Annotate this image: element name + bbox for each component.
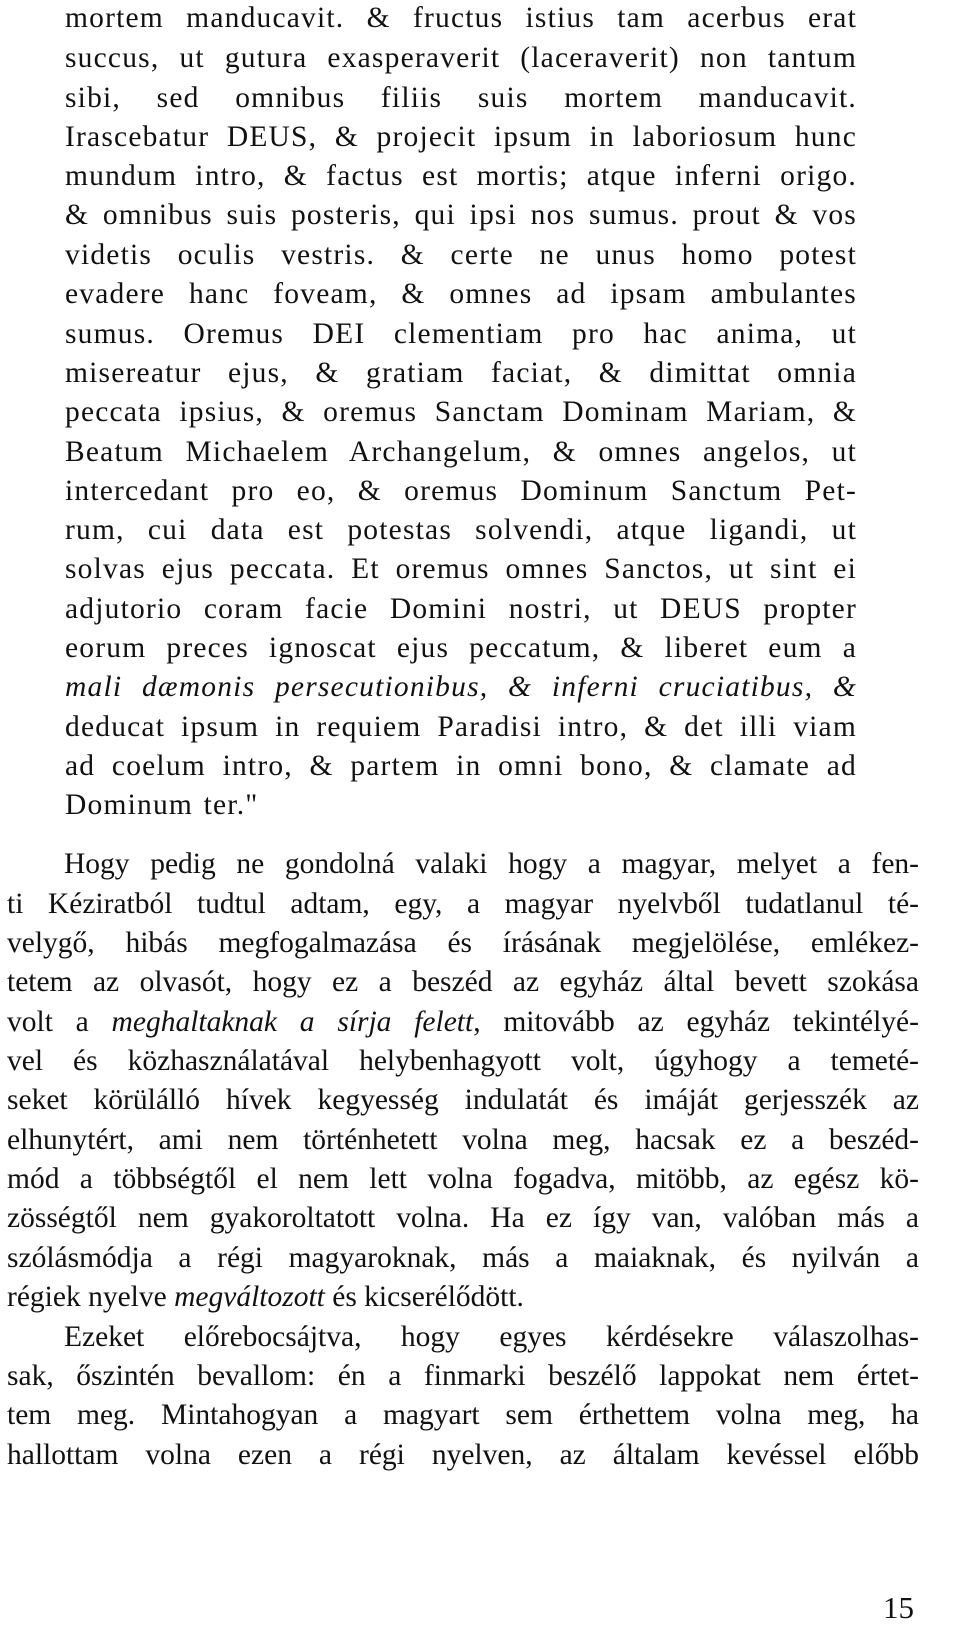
quote-line: rum, cui data est potestas solvendi, atque ligandi, ut bbox=[65, 514, 857, 546]
quote-line: Beatum Michaelem Archangelum, & omnes angelos, ut bbox=[65, 436, 857, 468]
quote-line: mortem manducavit. & fructus istius tam acerbus erat bbox=[65, 2, 857, 34]
quote-line: misereatur ejus, & gratiam faciat, & dimittat omnia bbox=[65, 357, 857, 389]
paragraph-1-first-line: Hogy pedig ne gondolná valaki hogy a magyar, melyet a fen- bbox=[64, 848, 919, 880]
body-line: elhunytért, ami nem történhetett volna meg, hacsak ez a beszéd- bbox=[7, 1124, 919, 1156]
emphasis: megváltozott bbox=[174, 1281, 325, 1313]
body-line: hallottam volna ezen a régi nyelven, az általam kevéssel előbb bbox=[7, 1439, 919, 1471]
emphasis: meghaltaknak a sírja felett bbox=[111, 1006, 474, 1038]
body-line: szólásmódja a régi magyaroknak, más a maiaknak, és nyilván a bbox=[7, 1242, 919, 1274]
body-text: , mitovább az egyház tekintélyé- bbox=[473, 1006, 919, 1038]
quote-line: evadere hanc foveam, & omnes ad ipsam ambulantes bbox=[65, 278, 857, 310]
body-text: és kicserélődött. bbox=[324, 1281, 524, 1313]
body-line bbox=[7, 1006, 919, 1039]
quote-line: eorum preces ignoscat ejus peccatum, & liberet eum a bbox=[65, 632, 857, 664]
quote-line: mundum intro, & factus est mortis; atque inferni origo. bbox=[65, 160, 857, 192]
page-number: 15 bbox=[883, 1590, 914, 1625]
quote-line: solvas ejus peccata. Et oremus omnes Sanctos, ut sint ei bbox=[65, 553, 857, 585]
body-line: mód a többségtől el nem lett volna fogadva, mitöbb, az egész kö- bbox=[7, 1163, 919, 1195]
quote-line: videtis oculis vestris. & certe ne unus homo potest bbox=[65, 239, 857, 271]
paragraph-2-first-line: Ezeket előrebocsájtva, hogy egyes kérdésekre válaszolhas- bbox=[64, 1321, 919, 1353]
quote-line: peccata ipsius, & oremus Sanctam Dominam Mariam, & bbox=[65, 396, 857, 428]
quote-line: Irascebatur DEUS, & projecit ipsum in laboriosum hunc bbox=[65, 121, 857, 153]
quote-line: deducat ipsum in requiem Paradisi intro, & det illi viam bbox=[65, 711, 857, 743]
body-text: volt a bbox=[7, 1006, 112, 1038]
quote-line: sumus. Oremus DEI clementiam pro hac anima, ut bbox=[65, 318, 857, 350]
body-line: velygő, hibás megfogalmazása és írásának megjelölése, emlékez- bbox=[7, 927, 919, 959]
quote-line: adjutorio coram facie Domini nostri, ut DEUS propter bbox=[65, 593, 857, 625]
body-line: zösségtől nem gyakoroltatott volna. Ha ez így van, valóban más a bbox=[7, 1202, 919, 1234]
body-line: sak, őszintén bevallom: én a finmarki beszélő lappokat nem értet- bbox=[7, 1360, 919, 1392]
body-line-last bbox=[7, 1281, 524, 1314]
quote-line-last: Dominum ter." bbox=[65, 789, 259, 821]
body-line: tetem az olvasót, hogy ez a beszéd az egyház által bevett szokása bbox=[7, 966, 919, 998]
quote-line: sibi, sed omnibus filiis suis mortem manducavit. bbox=[65, 82, 857, 114]
quote-line: succus, ut gutura exasperaverit (laceraverit) non tantum bbox=[65, 42, 857, 74]
body-text: régiek nyelve bbox=[7, 1281, 175, 1313]
body-line: ti Kéziratból tudtul adtam, egy, a magyar nyelvből tudatlanul té- bbox=[7, 888, 919, 920]
quote-line: & omnibus suis posteris, qui ipsi nos sumus. prout & vos bbox=[65, 199, 857, 231]
body-line: seket körülálló hívek kegyesség indulatát és imáját gerjesszék az bbox=[7, 1084, 919, 1116]
quote-line-italic: mali dæmonis persecutionibus, & inferni cruciatibus, & bbox=[65, 671, 857, 703]
quote-line: ad coelum intro, & partem in omni bono, & clamate ad bbox=[65, 750, 857, 782]
body-line: tem meg. Mintahogyan a magyart sem érthettem volna meg, ha bbox=[7, 1399, 919, 1431]
body-line: vel és közhasználatával helybenhagyott volt, úgyhogy a temeté- bbox=[7, 1045, 919, 1077]
quote-line: intercedant pro eo, & oremus Dominum Sanctum Pet- bbox=[65, 475, 857, 507]
